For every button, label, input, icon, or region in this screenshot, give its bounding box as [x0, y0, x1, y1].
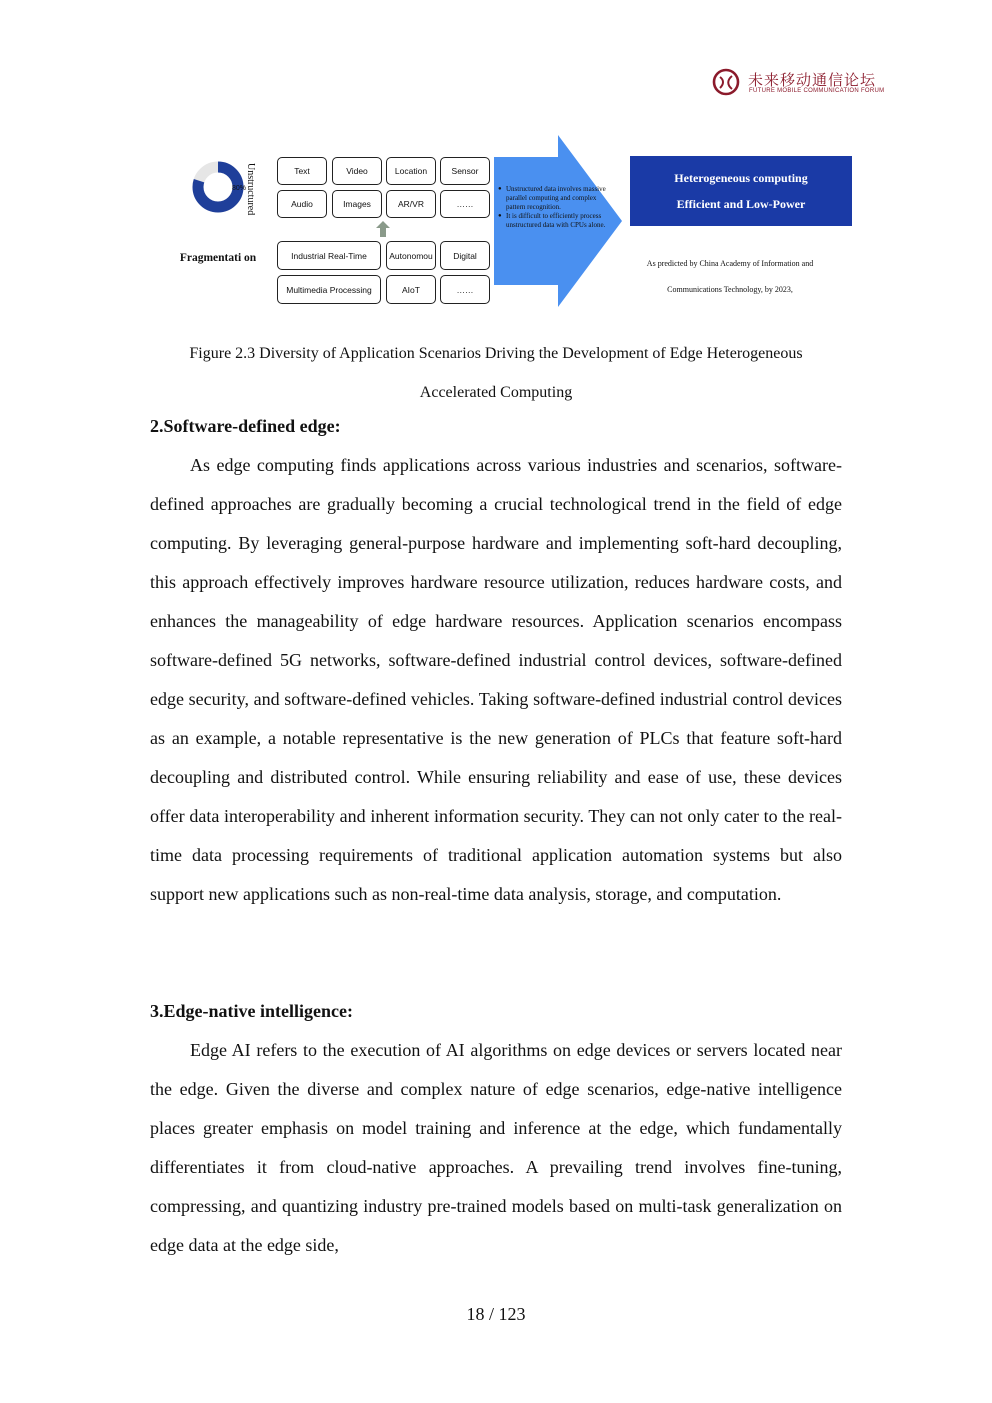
section-heading-edge-native: 3.Edge-native intelligence: — [150, 1001, 353, 1021]
paragraph-edge-native: Edge AI refers to the execution of AI algorithms on edge devices or servers located near the edge. Given the diverse and complex nature of edge scenarios, edge-native intelligence places greater emphasis on model training and inference at the edge, which fundamentally differentiates it from cloud-native approaches. A prevailing trend involves fine-tuning, compressing, and quantizing industry pre-trained models based on multi-task generalization on edge data at the edge side, — [150, 1040, 842, 1255]
forum-logo-icon — [712, 68, 740, 96]
box-sensor: Sensor — [440, 157, 490, 185]
unstructured-label: Unstructured — [245, 163, 256, 216]
box-digital: Digital — [440, 241, 490, 270]
fragmentation-label: Fragmentati on — [179, 252, 257, 264]
blue-box-line1: Heterogeneous computing — [674, 171, 808, 185]
box-arvr: AR/VR — [386, 190, 436, 218]
arrow-bullet-2: ● It is difficult to efficiently process unstructured data with CPUs alone. — [500, 212, 612, 230]
box-text: Text — [277, 157, 327, 185]
donut-label: 80% — [232, 185, 247, 192]
box-audio: Audio — [277, 190, 327, 218]
prediction-note: As predicted by China Academy of Information and Communications Technology, by 2023, — [646, 259, 814, 294]
paragraph-software-defined: As edge computing finds applications across various industries and scenarios, software-defined approaches are gradually becoming a crucial technological trend in the field of edge computing. By leveraging general-purpose hardware and implementing soft-hard decoupling, this approach effectively improves hardware resource utilization, reduces hardware costs, and enhances the manageability of edge hardware resources. Application scenarios encompass software-defined 5G networks, software-defined industrial control devices, software-defined edge security, and software-defined vehicles. Taking software-defined industrial control devices as an example, a notable representative is the new generation of PLCs that feature soft-hard decoupling and distributed control. While ensuring reliability and ease of use, these devices offer data interoperability and inherent information security. They can not only cater to the real-time data processing requirements of traditional application automation systems but also support new applications such as non-real-time data analysis, storage, and computation. — [150, 455, 842, 904]
figure-edge-heterogeneous — [150, 135, 860, 310]
section-heading-software-defined: 2.Software-defined edge: — [150, 416, 341, 436]
box-images: Images — [332, 190, 382, 218]
logo-english-text: FUTURE MOBILE COMMUNICATION FORUM — [749, 88, 885, 94]
forum-logo — [712, 68, 885, 100]
box-aiot: AIoT — [386, 275, 436, 304]
box-location: Location — [386, 157, 436, 185]
box-autonomous: Autonomou — [386, 241, 436, 270]
page-number: 18 / 123 — [466, 1304, 526, 1324]
up-arrow-icon — [376, 221, 390, 237]
box-multimedia: Multimedia Processing — [277, 275, 381, 304]
heterogeneous-computing-box — [630, 156, 852, 226]
donut-chart — [192, 161, 247, 213]
logo-chinese-text: 未来移动通信论坛 — [748, 71, 877, 89]
figure-caption: Figure 2.3 Diversity of Application Scenarios Driving the Development of Edge Heterogeneous Accelerated Computing — [189, 345, 803, 401]
arrow-bullet-1: ● Unstructured data involves massive parallel computing and complex pattern recognition. — [500, 185, 612, 212]
box-more-top: …… — [440, 190, 490, 218]
arrow-bullets — [500, 185, 612, 230]
box-industrial-realtime: Industrial Real-Time — [277, 241, 381, 270]
box-more-bottom: …… — [440, 275, 490, 304]
box-video: Video — [332, 157, 382, 185]
blue-box-line2: Efficient and Low-Power — [676, 197, 806, 211]
